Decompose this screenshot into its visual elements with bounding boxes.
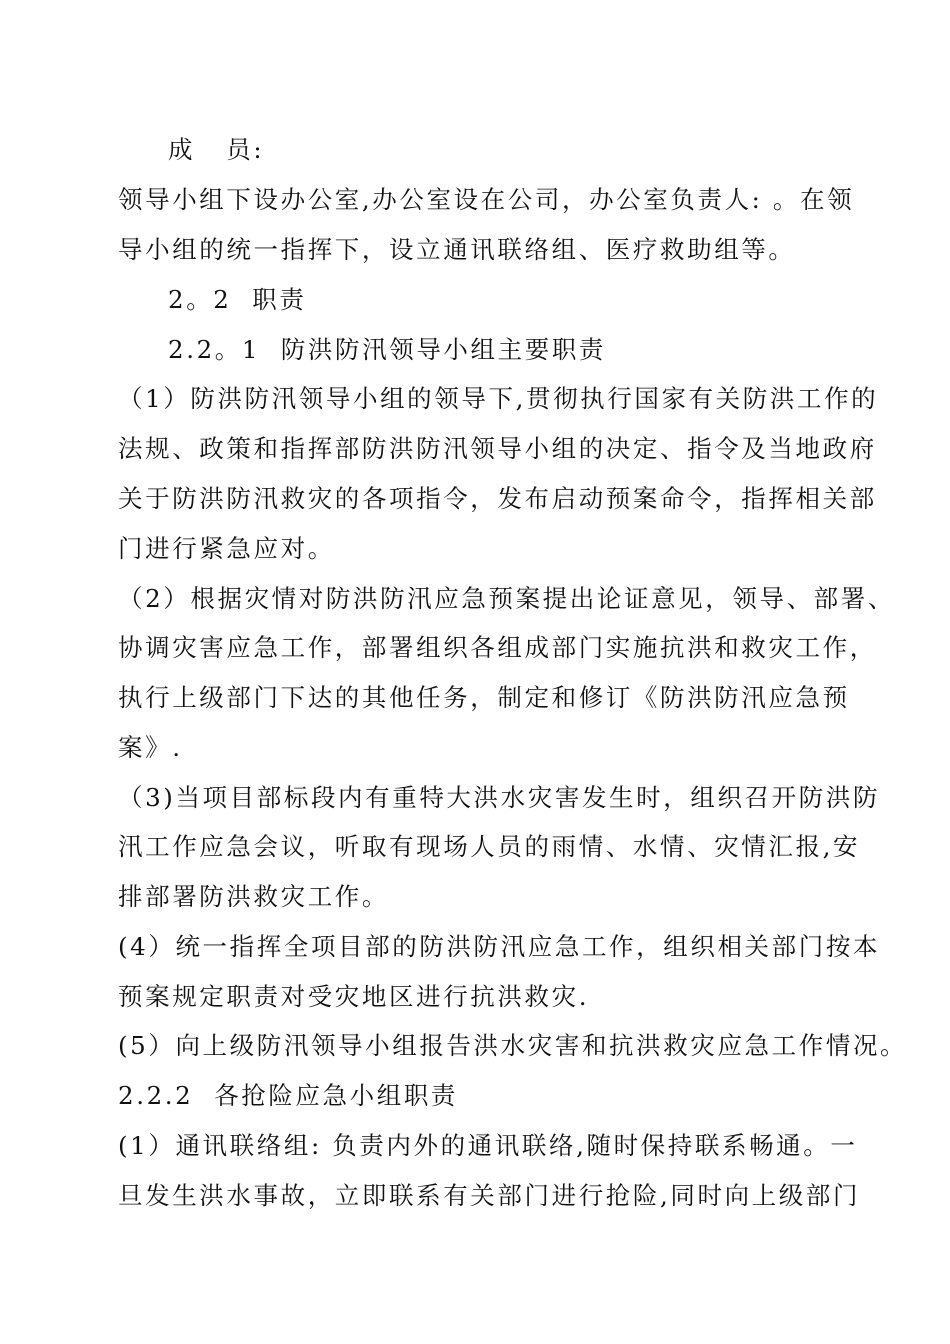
- paragraph-line: 旦发生洪水事故，立即联系有关部门进行抢险,同时向上级部门: [118, 1181, 861, 1210]
- paragraph-line: (5）向上级防汛领导小组报告洪水灾害和抗洪救灾应急工作情况。: [118, 1031, 908, 1060]
- paragraph-line: 案》.: [118, 733, 183, 762]
- paragraph-line: 关于防洪防汛救灾的各项指令，发布启动预案命令，指挥相关部: [118, 484, 877, 513]
- paragraph-line: （1）防洪防汛领导小组的领导下,贯彻执行国家有关防洪工作的: [118, 384, 879, 413]
- section-heading-2-2-2: 2.2.2 各抢险应急小组职责: [118, 1081, 459, 1110]
- paragraph-line: 导小组的统一指挥下，设立通讯联络组、医疗救助组等。: [118, 235, 796, 264]
- paragraph-line: 排部署防洪救灾工作。: [118, 882, 389, 911]
- paragraph-line: 门进行紧急应对。: [118, 534, 335, 563]
- paragraph-line: （2）根据灾情对防洪防汛应急预案提出论证意见，领导、部署、: [118, 584, 895, 613]
- paragraph-line: 汛工作应急会议，听取有现场人员的雨情、水情、灾情汇报,安: [118, 832, 861, 861]
- paragraph-line: （3)当项目部标段内有重特大洪水灾害发生时，组织召开防洪防: [118, 783, 881, 812]
- section-heading-2-2-1: 2.2。1 防洪防汛领导小组主要职责: [168, 335, 607, 364]
- paragraph-line: 执行上级部门下达的其他任务，制定和修订《防洪防汛应急预: [118, 683, 850, 712]
- paragraph-line: 预案规定职责对受灾地区进行抗洪救灾.: [118, 982, 590, 1011]
- paragraph-line: (1）通讯联络组: 负责内外的通讯联络,随时保持联系畅通。一: [118, 1131, 858, 1160]
- paragraph-line: (4）统一指挥全项目部的防洪防汛应急工作，组织相关部门按本: [118, 932, 881, 961]
- paragraph-line: 法规、政策和指挥部防洪防汛领导小组的决定、指令及当地政府: [118, 434, 877, 463]
- section-heading-2-2: 2。2 职责: [168, 285, 307, 314]
- members-heading: 成 员:: [168, 135, 265, 164]
- paragraph-line: 领导小组下设办公室,办公室设在公司，办公室负责人: 。在领: [118, 185, 855, 214]
- paragraph-line: 协调灾害应急工作，部署组织各组成部门实施抗洪和救灾工作，: [118, 633, 877, 662]
